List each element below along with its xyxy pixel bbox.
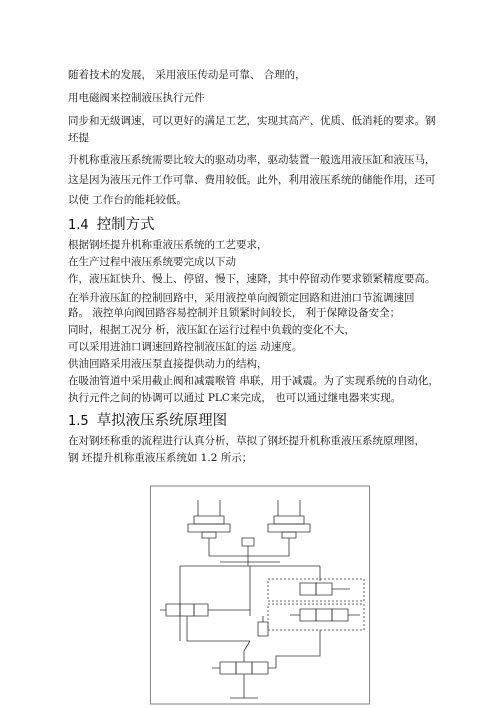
text-line: 在举升液压缸的控制回路中，采用液控单向阀锁定回路和进油口节流调速回 [68, 292, 415, 304]
text-line: 这是因为液压元件工作可靠、费用较低。此外，利用液压系统的储能作用，还可 [68, 174, 436, 186]
text-line: 同时，根据工况分 析，液压缸在运行过程中负载的变化不大， [68, 324, 355, 336]
valve-icon [332, 609, 348, 621]
text-line: 钢 坯提升机称重液压系统如 1.2 所示； [68, 452, 253, 464]
return-line [276, 630, 320, 668]
text-line: 用电磁阀来控制液压执行元件 [68, 92, 205, 104]
section-number: 1.5 [68, 414, 89, 429]
cylinder-left-icon [188, 500, 230, 546]
cylinder-link-line [209, 546, 289, 556]
section-heading-1-4 [68, 216, 155, 235]
directional-valve-bottom-icon [212, 641, 276, 674]
directional-valve-left-icon [160, 604, 214, 616]
cylinder-right-icon [268, 500, 310, 546]
relief-valve-icon [258, 616, 268, 636]
section-title: 草拟液压系统原理图 [96, 413, 228, 429]
hydraulic-schematic-figure [150, 476, 370, 708]
valve-icon [300, 609, 316, 621]
text-line: 在对钢坯称重的流程进行认真分析，草拟了钢坯提升机称重液压系统原理图， [68, 435, 425, 447]
text-line: 坯提 [68, 132, 89, 144]
text-line: 升机称重液压系统需要比较大的驱动功率，驱动装置一般选用液压缸和液压马， [68, 154, 436, 166]
valve-icon [316, 609, 332, 621]
text-line: 根据钢坯提升机称重液压系统的工艺要求， [68, 239, 268, 251]
figure-frame [151, 486, 370, 704]
section-number: 1.4 [68, 218, 89, 233]
text-line: 可以采用进油口调速回路控制液压缸的运 动速度。 [68, 341, 303, 353]
text-line: 作，液压缸快升、慢上、停留、慢下，速降，其中停留动作要求锁紧精度要高。 [68, 273, 436, 285]
valve-icon [300, 583, 316, 595]
text-line: 同步和无级调速，可以更好的满足工艺，实现其高产、优质、低消耗的要求。钢 [68, 115, 436, 127]
section-title: 控制方式 [96, 217, 155, 233]
valve-icon [316, 583, 332, 595]
text-line: 随着技术的发展， 采用液压传动是可靠、 合理的， [68, 69, 306, 81]
text-line: 执行元件之间的协调可以通过 PLC来完成， 也可以通过继电器来实现。 [68, 392, 402, 404]
check-valve-icon [242, 538, 254, 546]
text-line: 路。 液控单向阀回路容易控制并且锁紧时间较长， 利于保障设备安全； [68, 307, 401, 319]
text-line: 以使 工作台的能耗较低。 [68, 194, 187, 206]
text-line: 供油回路采用液压泵直接提供动力的结构， [68, 358, 268, 370]
text-line: 在吸油管道中采用截止阀和减震喉管 串联，用于减震。为了实现系统的自动化， [68, 375, 439, 387]
text-line: 在生产过程中液压系统要完成以下动 [68, 256, 236, 268]
section-heading-1-5 [68, 412, 227, 431]
